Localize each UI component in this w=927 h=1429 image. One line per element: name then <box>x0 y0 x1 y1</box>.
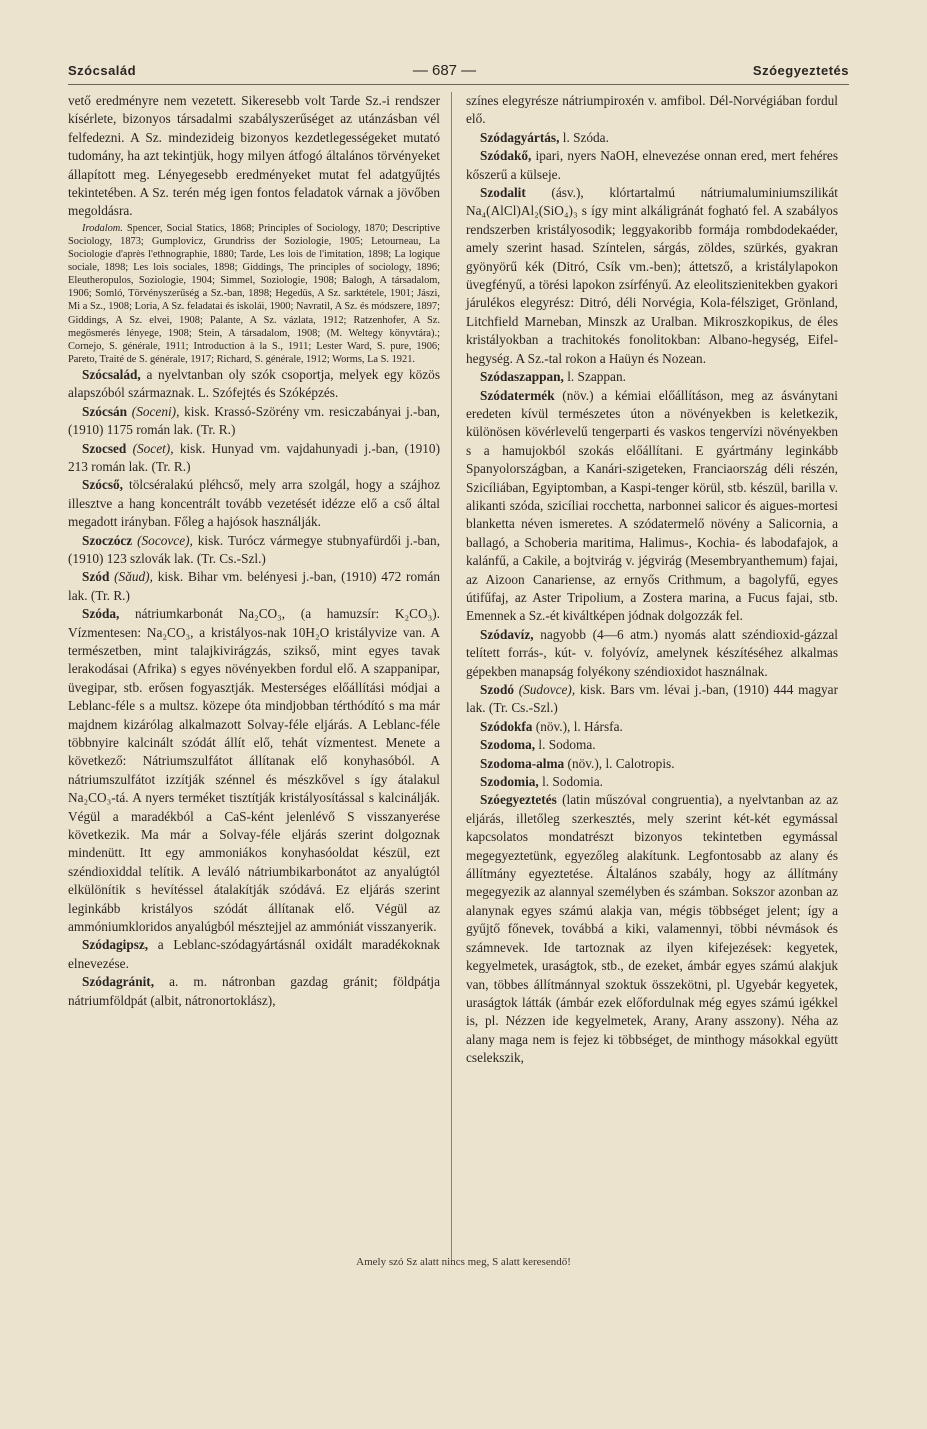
entry-continuation: vető eredményre nem vezetett. Sikeresebb volt Tarde Sz.-i rendszer kísérlete, bizonyos társadalmi szabályszerűséget az utánzásban vél felfedezni. A Sz. mindezideig bizonyos kezdetlegességeket mutató tudomány, ha azt tekintjük, hogy milyen átfogó általános törvényeket állapított meg. Lényegesebb eredményeket mutat fel adatgyűjtés tekintetében. A Sz. terén még igen fontos feladatok várnak a jövőben megoldásra. <box>68 93 440 219</box>
headword: Szodoma, <box>480 737 536 753</box>
entry-text: nátriumkarbonát Na₂CO₃, (a hamuzsír: K₂CO₃). Vízmentesen: Na₂CO₃, a kristályos-nak 10H₂O kristályvize van. A természetben, mint talajkivirágzás, szikső, mint egyes tavak lerakodásai (Afrika) s egyes növényekben fordul elő. A szappanipar, üvegipar, stb. erősen fogyasztják. Mesterséges előállítási módjai a Leblanc-féle s a multsz. közepe óta mindjobban térthódító s ma már majdnem kizárólag alkalmazott Solvay-féle eljárás. A Leblanc-féle többnyire kalcinált szódát állít elő, tehát vízmentest. Menete a következő: Nátriumszulfátot állítanak elő konyhasóból. A nátriumszulfátot izzítják szénnel és mészkővel s így átalakul Na₂CO₃-tá. A nyers terméket tisztítják kristályosítással s kalcinálják. Végül a maradékból a CaS-ként jelenlévő S visszanyerése következik. Ma már a Solvay-féle eljárás szerint dolgoznak mindenütt. Itt egy ammoniákos konyhasóoldat készül, ezt széndioxiddal telítik. A leváló nátriumbikarbonátot az anyalúgtól elkülönítik s hevítéssel átalakítják szódává. Ez eljárás szerint leginkább kristályos szódát állítanak elő. Végül az ammóniumkloridos anyalúgból mésztejjel az ammóniát visszanyerik. <box>68 606 440 935</box>
entry-text: kisk. Krassó-Szörény vm. resiczabányai j.-ban, (1910) 1175 román lak. (Tr. R.) <box>68 403 441 438</box>
alt-name: (Săud), <box>114 569 153 585</box>
headword: Szocsed <box>82 440 127 456</box>
entry-szodoma <box>466 736 838 754</box>
entry-text: kisk. Bars vm. lévai j.-ban, (1910) 444 magyar lak. (Tr. Cs.-Szl.) <box>466 682 839 716</box>
entry-text: ipari, nyers NaOH, elnevezése onnan ered, mert fehéres kőszerű a külseje. <box>466 148 838 182</box>
entry-szoczocz <box>68 532 440 569</box>
alt-name: (Sudovce), <box>518 682 576 697</box>
headword: Szódagipsz, <box>82 937 149 953</box>
entry-text: l. Szappan. <box>567 369 626 385</box>
entry-szodako <box>466 147 838 184</box>
headword: Szódokfa <box>480 718 533 734</box>
headword: Szócső, <box>82 477 123 493</box>
alt-name: (Soceni), <box>131 403 180 419</box>
entry-szocso <box>68 476 440 531</box>
alt-name: (Socovce), <box>137 532 193 548</box>
entry-text: tölcséralakú pléhcső, mely arra szolgál, hogy a szájhoz illesztve a hang koncentrált tovább vezetését idézze elő a cső által megadott irányban. Főleg a hajósok használják. <box>68 477 440 530</box>
headword: Szodó <box>480 682 514 697</box>
headword: Szócsalád, <box>82 366 141 382</box>
entry-text: kisk. Bihar vm. belényesi j.-ban, (1910) 472 román lak. (Tr. R.) <box>68 569 440 603</box>
entry-text: a Leblanc-szódagyártásnál oxidált maradékoknak elnevezése. <box>68 937 440 971</box>
entry-szod <box>68 568 440 605</box>
literature-label: Irodalom. <box>82 222 123 234</box>
entry-text: a nyelvtanban oly szók csoportja, melyek egy közös alapszóból származnak. L. Szófejtés és Szóképzés. <box>68 366 440 401</box>
headword: Szód <box>82 569 110 585</box>
entry-text: kisk. Hunyad vm. vajdahunyadi j.-ban, (1910) 213 román lak. (Tr. R.) <box>68 440 440 474</box>
headword: Szóegyeztetés <box>480 792 557 808</box>
headword: Szodoma-alma <box>480 755 565 771</box>
literature-list <box>68 222 440 366</box>
entry-text: kisk. Turócz vármegye stubnyafürdői j.-ban, (1910) 123 szlovák lak. (Tr. Cs.-Szl.) <box>68 532 441 566</box>
headword: Szodomia, <box>480 774 539 790</box>
entry-text: nagyobb (4—6 atm.) nyomás alatt széndioxid-gázzal telített forrás-, kút- v. folyóvíz, amelynek készítéséhez alkalmas gépekben manapság folyékony széndioxidot használnak. <box>466 626 838 679</box>
entry-szodomia <box>466 773 838 791</box>
entry-text: l. Sodoma. <box>538 737 596 753</box>
headword: Szoczócz <box>82 532 133 548</box>
entry-text: (ásv.), klórtartalmú nátriumaluminiumszilikát Na₄(AlCl)Al₂(SiO₄)₃ s így mint alkáligránát fogható fel. A szabályos rendszerben kristályosodik; leggyakoribb formája rombdodekaéder, amely szerint hasad. Színtelen, sárgás, zöldes, szürkés, gyakran gyönyörű kék (Ditró, Csík vm.-ben); áttetsző, a kristálylapokon üvegfényű, a törési lapokon zsírfényű. Az eleolitszienitekben gyakori járulékos elegyrész: Ditró, déli Norvégia, Kola-félsziget, Grönland, Litchfield Marneban, Minszk az Uralban. Mikroszkopikus, de éles kristályokban a trachitokés fonolitokban: Albano-hegység, Eifel-hegység. A Sz.-tal rokon a Haüyn és Nozean. <box>466 185 838 366</box>
entry-szocsed <box>68 440 440 477</box>
page-number: — 687 — <box>412 61 477 79</box>
entry-szocsalad <box>68 366 440 403</box>
entry-szodaviz <box>466 626 838 681</box>
entry-szodokfa <box>466 718 838 736</box>
entry-text: a. m. nátronban gazdag gránit; földpátja nátriumföldpát (albit, nátronortoklász), <box>68 974 440 1008</box>
entry-szoda <box>68 605 440 936</box>
entry-text: (latin műszóval congruentia), a nyelvtanban az az eljárás, illetőleg szerkesztés, mely szerint két-két egymással kapcsolatos mondatrészt bizonyos tekintetben egymással megegyeztetünk, egyezőleg alakítunk. Legfontosabb az alany és állítmány egyeztetése. Általános szabály, hogy az állítmány megegyezik az alannyal személyben és számban. Sokszor azonban az alanynak egyes számú alakja van, mégis többséget jelent; így a gyűjtő főnevek, továbbá a kiki, valamennyi, többi névmások és számnevek. Ide tartoznak az ilyen kifejezések: kegyetek, kegyelmetek, uraságtok, stb., de ezeket, ámbár egyes számú alakjuk van, többes állítmánnyal szoktuk összekötni, pl. Ugyebár kegyetek, uraságtok látták (ámbár ezek előfordulnak még egyes számú igékkel is, pl. Nézzen ide kegyelmetek, Arany, Arany asszony). Néha az alany maga nem is fejez ki többséget, de minthogy másokkal együtt cselekszik, <box>466 792 838 1066</box>
header-right-keyword: Szóegyeztetés <box>752 62 849 78</box>
header-rule <box>68 84 849 85</box>
literature-text: Spencer, Social Statics, 1868; Principles of Sociology, 1870; Descriptive Sociology, 1873; Gumplovicz, Grundriss der Soziologie, 1905; Letourneau, La Sociologie d'après l'ethnographie, 1880; Tarde, Les lois de l'imitation, 1898; La logique sociale, 1898; Les lois sociales, 1898; Giddings, The principles of sociology, 1896; Eleutheropulos, Soziologie, 1904; Simmel, Soziologie, 1908; Balogh, A társadalom, 1906; Somló, Törvényszerűség a Sz.-ban, 1898; Hegedüs, A Sz. sarktétele, 1901; Jászi, Mi a Sz., 1908; Loria, A Sz. feladatai és iskolái, 1900; Navratil, A Sz. és módszere, 1897; Giddings, A Sz. elvei, 1908; Palante, A Sz. vázlata, 1912; Ratzenhofer, A Sz. megösmerés lényege, 1908; Stein, A társadalom, 1908; (M. Weltegy könyvtára).; Cornejo, S. générale, 1911; Introduction à la S., 1911; Lester Ward, S. pure, 1906; Pareto, Traité de S. générale, 1917; Richard, S. générale, 1912; Worms, La S. 1921. <box>68 222 440 365</box>
headword: Szódakő, <box>480 148 532 164</box>
header-left-keyword: Szócsalád <box>68 62 137 78</box>
entry-szodagranit <box>68 973 440 1010</box>
headword: Szódaszappan, <box>480 369 564 385</box>
left-column <box>68 92 440 1010</box>
right-column <box>466 92 838 1068</box>
headword: Szóda, <box>82 606 120 622</box>
entry-szodatermek <box>466 387 838 626</box>
alt-name: (Socet), <box>132 440 174 456</box>
headword: Szódagyártás, <box>480 129 560 145</box>
headword: Szócsán <box>82 403 128 419</box>
column-divider <box>451 92 452 1261</box>
headword: Szódagránit, <box>82 974 155 990</box>
entry-szocsan <box>68 403 440 440</box>
entry-szodo <box>466 681 838 718</box>
page-footer-note: Amely szó Sz alatt nincs meg, S alatt keresendő! <box>356 1256 571 1268</box>
entry-text: (növ.) a kémiai előállításon, meg az ásványtani eredeten kívül természetes úton a növényekben is keletkezik, különösen kövérlevelű tengerparti és vaskos tengervízi növényekben s a hamujokból szokás előállítani. E gyártmány leginkább Spanyolországban, a Kanári-szigeteken, Franciaország déli részén, Szicíliában, Egyiptomban, a Kaspi-tenger körül, stb. készül, barilla v. alikanti szóda, szicíliai rocchetta, narbonnei salicor és aigues-mortesi blanketta néven ismeretes. A szódatermelő növény a Salicornia, a ballagó, a Schoberia maritima, Halimus-, Kochia- és labodafajok, a kalánfű, a Cakile, a bojtvirág v. jégvirág (Mesembryanthemum) fajai, az Aizoon Canariense, az ernyős Crithmum, a bagolyfű, egyes útifűfaj, az Aster Tripolium, a Zostera marina, a Fucus fajai, stb. Emennek a Sz.-ét kiváltképen jódnak dolgozzák fel. <box>466 387 838 624</box>
running-header <box>68 58 849 82</box>
entry-szodalit <box>466 184 838 368</box>
entry-text: (növ.), l. Calotropis. <box>567 755 675 771</box>
entry-szodagyartas <box>466 129 838 147</box>
entry-szoegyeztetes <box>466 791 838 1067</box>
headword: Szódavíz, <box>480 626 534 642</box>
entry-continuation: színes elegyrésze nátriumpiroxén v. amfibol. Dél-Norvégiában fordul elő. <box>466 93 838 127</box>
entry-text: l. Sodomia. <box>542 774 604 790</box>
headword: Szódatermék <box>480 387 555 403</box>
entry-szodagipsz <box>68 936 440 973</box>
headword: Szodalit <box>480 185 526 201</box>
entry-szodoma-alma <box>466 755 838 773</box>
entry-text: l. Szóda. <box>562 129 609 145</box>
entry-text: (növ.), l. Hársfa. <box>535 718 623 734</box>
entry-szodaszappan <box>466 368 838 386</box>
